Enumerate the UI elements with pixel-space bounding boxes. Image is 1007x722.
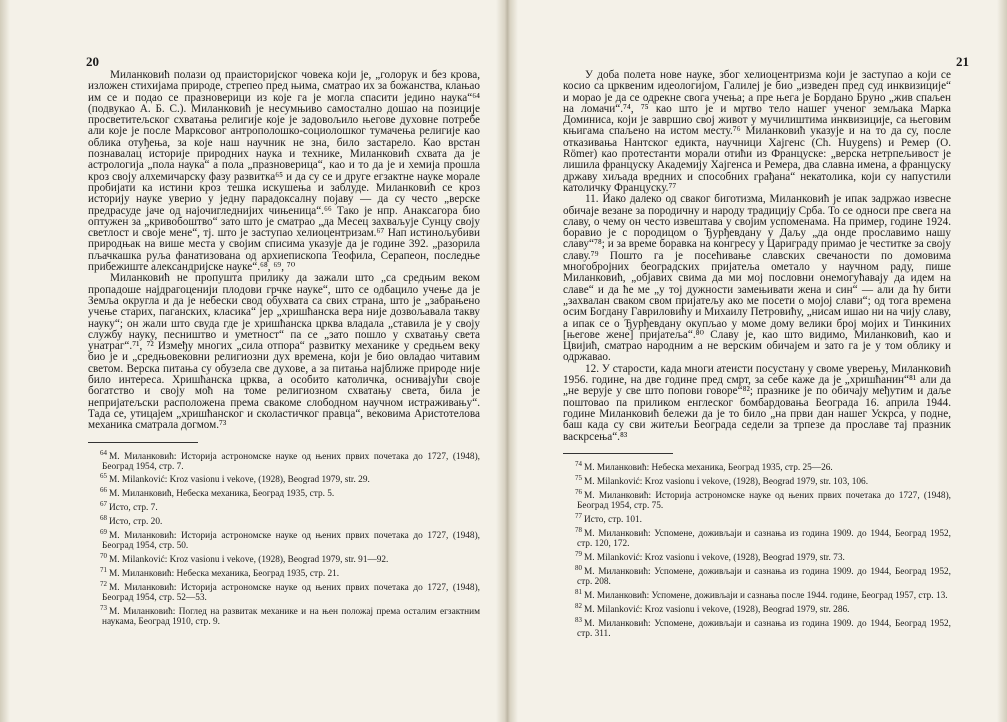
footnote	[88, 566, 480, 580]
footnote	[88, 580, 480, 604]
footnote	[88, 472, 480, 486]
paragraph: Миланковић не пропушта прилику да зажали што „са средњим веком пропадоше најдрагоценији плодови грчке науке“, што се одбацило учење да је Земља округла и да је небески свод обухвата са свих страна, што је „забрањено учење старих, паганских, класика“ јер „хришћанска вера није дозвољавала такву науку“; он жали што свуда где је хришћанска црква владала „ставила је у своју службу науку, песништво и уметност“ па се „зато пошло у схватању света унатраг“.⁷¹, ⁷² Између многих „сила отпора“ развитку механике у средњем веку био је и „средњовековни религиозни дух времена, који је био овладао читавим светом. Верска питања су обузела све духове, а за питања најближе природе није било интереса. Хришћанска црква, а особито католичка, оснивајући своје богатство и своју моћ на томе религиозном схватању света, била је непријатељски расположена према свакоме слободном научном истраживању“. Тада се, утицајем „хришћанског и сколастичког правца“, вековима Аристотелова механика сматрала догмом.⁷³	[88, 272, 480, 432]
footnote-text: M. Milanković: Kroz vasionu i vekove, (1928), Beograd 1979, str. 91—92.	[109, 555, 389, 566]
footnote-text: М. Миланковић: Небеска механика, Београд 1935, стр. 21.	[109, 569, 340, 580]
footnote-rule	[88, 442, 198, 443]
footnote-text: М. Миланковић: Небеска механика, Београд 1935, стр. 25—26.	[584, 462, 833, 473]
footnote-number: 78	[575, 525, 582, 534]
footnote-number: 64	[100, 448, 107, 457]
footnote-text: М. Миланковић: Историја астрономске науке од њених првих почетака до 1727, (1948), Београд 1954, стр. 75.	[577, 490, 951, 511]
footnote-number: 67	[100, 500, 107, 509]
footnote	[88, 449, 480, 473]
footnote	[563, 488, 951, 512]
footnote	[88, 486, 480, 500]
footnotes-right	[563, 460, 951, 640]
footnote-text: Исто, стр. 101.	[584, 514, 642, 525]
footnote-text: М. Миланковић: Успомене, доживљаји и сазнања из година 1909. до 1944, Београд 1952, стр. 311.	[577, 618, 951, 639]
footnote-number: 65	[100, 472, 107, 481]
footnote-text: M. Milanković: Kroz vasionu i vekove, (1928), Beograd 1979, str. 103, 106.	[584, 476, 869, 487]
footnote-number: 77	[575, 511, 582, 520]
footnote	[563, 564, 951, 588]
footnote-text: М. Миланковић: Поглед на развитак механике и на њен положај према осталим егзактним наукама, Београд 1910, стр. 9.	[102, 607, 480, 628]
footnote	[88, 514, 480, 528]
footnote-number: 76	[575, 487, 582, 496]
footnote-number: 70	[100, 552, 107, 561]
footnote-text: М. Миланковић: Успомене, доживљаји и сазнања после 1944. године, Београд 1957, стр. 13.	[584, 590, 948, 601]
footnote	[88, 528, 480, 552]
footnote-number: 73	[100, 604, 107, 613]
paragraph: У доба полета нове науке, због хелиоцентризма који је заступао а који се косио са црквеним идеологијом, Галилеј је био „изведен пред суд инквизиције“ и морао је да се одрекне свога учења; а пре њега је Бордано Бруно „жив спаљен на ломачи“.⁷⁴, ⁷⁵ као што је и мртво тело нашег ученог земљака Марка Доминиса, који је завршио свој живот у мучилиштима инквизиције, са његовим књигама спаљено на истом месту.⁷⁶ Миланковић указује и на то да су, после отказивања Нантског едикта, научници Хајгенс (Ch. Huygens) и Ремер (O. Römer) као протестанти морали отићи из Француске: „верска нетрпељивост је лишила француску Академију Хајгенса и Ремера, два славна имена, а француску државу хиљада вредних и способних грађана“ некатолика, који су напустили католичку Француску.⁷⁷	[563, 69, 951, 194]
footnote-text: M. Milanković: Kroz vasionu i vekove, (1928), Beograd 1979, str. 286.	[584, 604, 850, 615]
footnote-number: 66	[100, 486, 107, 495]
paragraph: Миланковић полази од праисторијског човека који је, „голорук и без крова, изложен стихијама природе, стрепео пред њима, сматрао их за божанства, клањао им се и подао се празноверици из које га је могла спасити једино наука“⁶⁴ (подвукао А. Б. С.). Миланковић је несумњиво самостално дошао на позиције просветитељског схватања религије које је задовољило његове духовне потребе али које је после Марксовог антрополошко-социолошког тумачења религије као облика отуђења, за које наш научник не зна, било застарело. Као врстан познавалац историје природних наука и технике, Миланковић схвата да је астрологија „пола наука“ а пола „празноверица“, као и то да је и хемија прошла кроз своју алхемичарску фазу развитка⁶⁵ и да су се и друге егзактне науке морале пробијати ка истини кроз тешка искушења и заблуде. Миланковић се кроз историју науке уверио у једну парадоксалну појаву — да су често „верске предрасуде јаче од најочигледнијих чињеница“.⁶⁶ Тако је нпр. Анаксагора био оптужен за „кривобоштво“ зато што је сматрао „да Месец захваљује Сунцу своју светлост и своје мене“, тј. што је заступао хелиоцентризам.⁶⁷ Нап истинољубиви природњак на више места у својим списима указује да је године 392. „разорила пљачкашка руља фанатизована од архиепископа Теофила, Серапеон, последње прибежиште александријске науке“.⁶⁸, ⁶⁹, ⁷⁰	[88, 69, 480, 274]
footnote	[563, 616, 951, 640]
book-gutter	[496, 0, 518, 722]
page-number-right: 21	[956, 54, 969, 69]
footnote-text: M. Milanković: Kroz vasionu i vekove, (1928), Beograd 1979, str. 73.	[584, 552, 845, 563]
footnote	[88, 500, 480, 514]
footnote-number: 80	[575, 563, 582, 572]
footnote	[563, 460, 951, 474]
left-edge-shadow	[0, 0, 10, 722]
footnote-number: 69	[100, 528, 107, 537]
footnote-number: 72	[100, 580, 107, 589]
footnote-number: 81	[575, 587, 582, 596]
footnote	[563, 526, 951, 550]
footnote	[563, 602, 951, 616]
footnote-text: М. Миланковић: Историја астрономске науке од њених првих почетака до 1727, (1948), Београд 1954, стр. 7.	[102, 451, 480, 472]
footnote-number: 79	[575, 549, 582, 558]
footnote-rule	[563, 453, 673, 454]
footnote	[563, 588, 951, 602]
footnotes-left	[88, 449, 480, 629]
footnote	[563, 474, 951, 488]
right-edge-shadow	[997, 0, 1007, 722]
footnote-text: М. Миланковић, Небеска механика, Београд 1935, стр. 5.	[109, 489, 335, 500]
right-page	[505, 0, 1007, 722]
footnote-text: Исто, стр. 20.	[109, 517, 163, 528]
footnote-text: М. Миланковић: Историја астрономске науке од њених првих почетака до 1727, (1948), Београд 1954, стр. 50.	[102, 531, 480, 552]
footnote	[563, 550, 951, 564]
footnote-text: М. Миланковић: Успомене, доживљаји и сазнања из година 1909. до 1944, Београд 1952, стр. 120, 172.	[577, 528, 951, 549]
footnote-number: 74	[575, 459, 582, 468]
footnote-text: M. Milanković: Kroz vasionu i vekove, (1928), Beograd 1979, str. 29.	[109, 475, 370, 486]
left-body-text	[88, 70, 480, 628]
paragraph: 11. Иако далеко од сваког биготизма, Миланковић је ипак задржао извесне обичаје везане за породичну и народу традицију Срба. То се односи пре свега на славу, о чему он често извештава у својим успоменама. На пример, године 1924. боравио је с породицом о Ђурђевдану у Даљу „да онде прославимо нашу славу“⁷⁸; и за време боравка на конгресу у Цариграду примао је честитке за своју славу.⁷⁹ Пошто га је посећивање славских свечаности по домовима многобројних београдских пријатеља ометало у научном раду, пише Миланковић, „објавих свима да ми мој пословни онемогућавају да идем на славе“ и да ће ме „у тој дужности замењивати жена и син“ — али да ћу бити „захвалан сваком свом пријатељу ако ме посети о мојој слави“; од тога времена осим Богдану Гавриловићу и Михаилу Петровићу, „нисам ишао ни на чију славу, а ипак се о Ђурђевдану окупљао у моме дому велики број мојих и Тинкиних [његове жене] пријатеља“.⁸⁰ Славу је, као што видимо, Миланковић, као и Цвијић, сматрао народним а не верским обичајем и зато га је у том облику и одржавао.	[563, 193, 951, 364]
footnote	[563, 512, 951, 526]
footnote	[88, 552, 480, 566]
footnote-number: 75	[575, 473, 582, 482]
paragraph: 12. У старости, када многи атеисти посустану у своме уверењу, Миланковић 1956. године, на две године пред смрт, за себе каже да је „хришћанин“⁸¹ али да „не верује у све што попови говоре“⁸²; празнике је по обичају међутим и даље поштовао па приликом енглеског бомбардовања Београда 16. априла 1944. године Миланковић бележи да је то било „на први дан нашег Ускрса, у подне, баш када су сви житељи Београда седели за трпезе да прославе тај празник васкрсења“.⁸³	[563, 362, 951, 443]
footnote-number: 83	[575, 615, 582, 624]
footnote-number: 82	[575, 601, 582, 610]
footnote-number: 71	[100, 566, 107, 575]
footnote-text: М. Миланковић: Успомене, доживљаји и сазнања из година 1909. до 1944, Београд 1952, стр. 208.	[577, 566, 951, 587]
footnote	[88, 604, 480, 628]
right-body-text	[563, 70, 951, 639]
footnote-number: 68	[100, 514, 107, 523]
page-number-left: 20	[86, 54, 99, 69]
footnote-text: Исто, стр. 7.	[109, 503, 158, 514]
footnote-text: М. Миланковић: Историја астрономске науке од њених првих почетака до 1727, (1948), Београд 1954, стр. 52—53.	[102, 583, 480, 604]
